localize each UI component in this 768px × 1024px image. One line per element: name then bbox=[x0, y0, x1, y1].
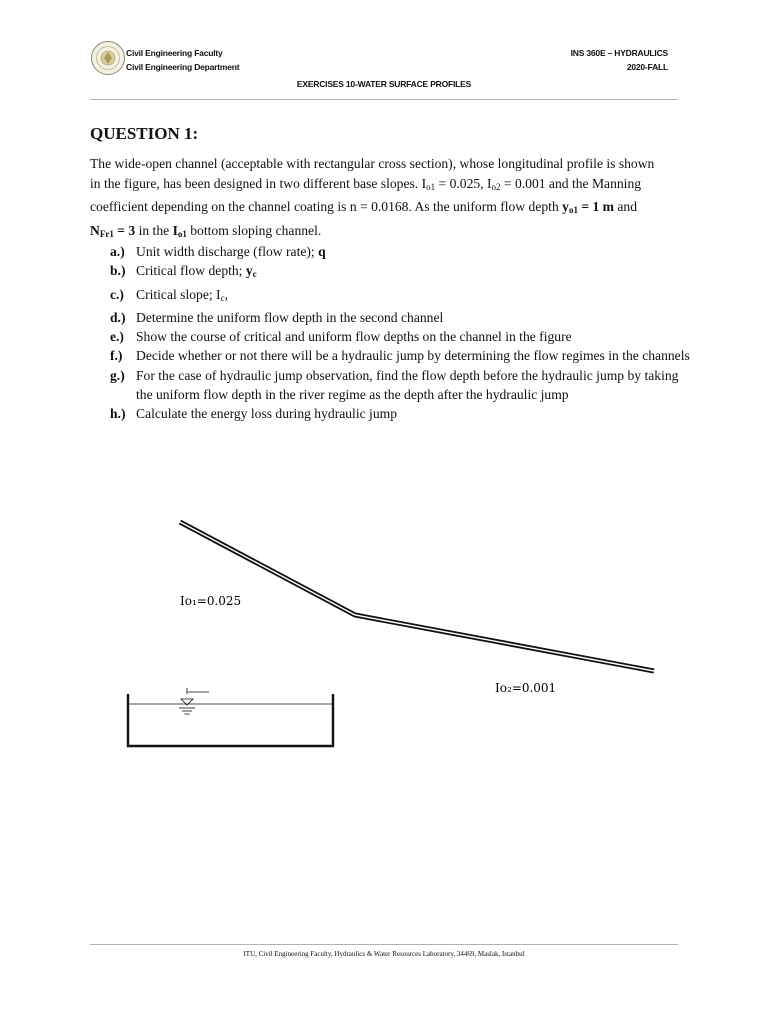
slope-1-label: Io₁=0.025 bbox=[180, 594, 242, 608]
intro-text: and bbox=[614, 199, 638, 214]
department-name: Civil Engineering Department bbox=[126, 62, 240, 72]
question-title: QUESTION 1: bbox=[90, 124, 199, 143]
footer-address: ITU, Civil Engineering Faculty, Hydraulics & Water Resources Laboratory, 34469, Maslak, Istanbul bbox=[243, 950, 525, 958]
faculty-name: Civil Engineering Faculty bbox=[126, 48, 223, 58]
uniform-depth-symbol: $y_{o1} = 1$ m bbox=[562, 199, 614, 215]
exercise-title: EXERCISES 10-WATER SURFACE PROFILES bbox=[296, 79, 472, 89]
course-code: INS 360E – HYDRAULICS bbox=[570, 48, 668, 58]
intro-text: bottom sloping channel. bbox=[186, 222, 322, 238]
list-item: g.) For the case of hydraulic jump observation, find the flow depth before the hydraulic jump by taking the uniform flow depth in the river regime as the depth after the hydraulic jump bbox=[110, 367, 679, 403]
intro-text: The wide-open channel (acceptable with rectangular cross section), whose longitudinal profile is shown in the figure, has been designed in two different base slopes. I bbox=[90, 156, 655, 191]
intro-sub: o2 bbox=[491, 181, 501, 192]
intro-sub: o1 bbox=[426, 181, 436, 192]
term: 2020-FALL bbox=[626, 62, 668, 72]
intro-text: = 0.001 and the Manning coefficient depending on the channel coating is n = 0.0168. As the uniform flow depth bbox=[90, 175, 642, 214]
intro-text: in the bbox=[135, 222, 173, 238]
list-item: h.) Calculate the energy loss during hydraulic jump bbox=[110, 406, 397, 422]
reservoir bbox=[128, 694, 333, 746]
list-item: a.) Unit width discharge (flow rate); q bbox=[110, 244, 326, 259]
list-item: d.) Determine the uniform flow depth in the second channel bbox=[110, 309, 444, 325]
footer-divider bbox=[90, 944, 678, 945]
water-level-icon bbox=[179, 688, 209, 714]
channel-bed bbox=[180, 522, 654, 671]
list-item: e.) Show the course of critical and uniform flow depths on the channel in the figure bbox=[110, 329, 572, 345]
list-item: b.) Critical flow depth; $y_c$ bbox=[110, 263, 257, 280]
list-item: c.) Critical slope; $I_c$, bbox=[110, 286, 228, 303]
intro-text: = 0.025, I bbox=[435, 175, 492, 191]
slope-symbol: $I_{o1}$ bbox=[172, 222, 187, 239]
froude-symbol: $N_{Fr1} = 3$ bbox=[90, 222, 136, 239]
slope-2-label: Io₂=0.001 bbox=[495, 681, 557, 695]
list-item: f.) Decide whether or not there will be a hydraulic jump by determining the flow regimes in the channels bbox=[110, 348, 690, 364]
